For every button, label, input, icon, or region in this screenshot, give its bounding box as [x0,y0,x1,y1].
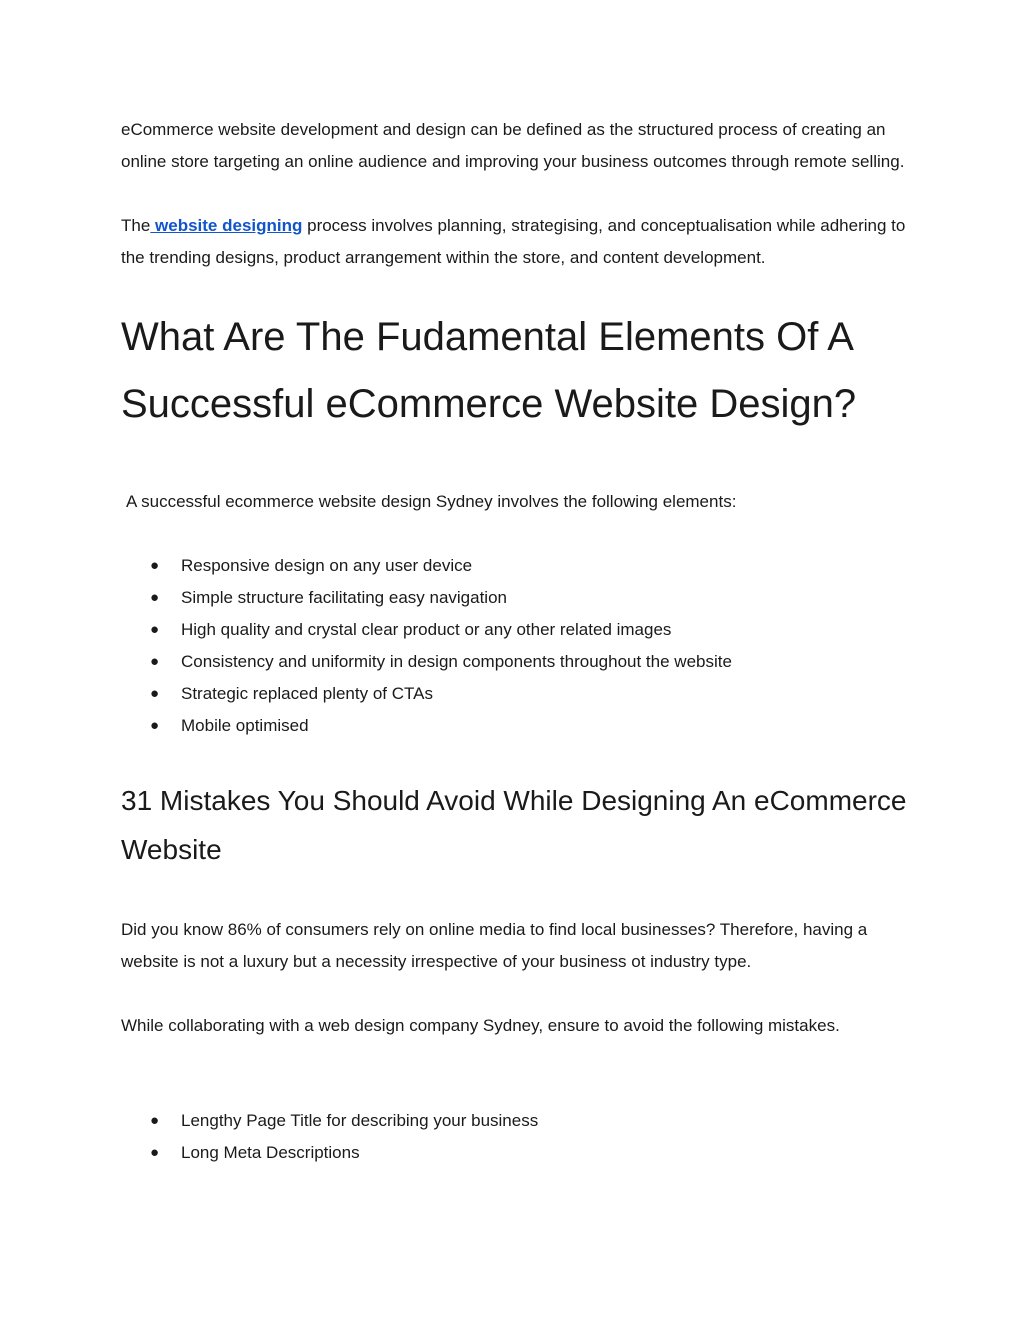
list-item-text: Strategic replaced plenty of CTAs [181,684,433,703]
bullet-icon: ● [150,1112,160,1129]
list-item-text: Consistency and uniformity in design components throughout the website [181,652,732,671]
elements-list [121,550,921,742]
mistakes-list [121,1105,921,1169]
bullet-icon: ● [150,653,160,670]
list-item [121,646,921,678]
process-paragraph-lead: The [121,216,151,235]
intro-paragraph: eCommerce website development and design can be defined as the structured process of creating an online store targeting an online audience and improving your business outcomes through remote selling. [121,120,905,171]
bullet-icon: ● [150,1144,160,1161]
list-item-text: Responsive design on any user device [181,556,473,575]
bullet-icon: ● [150,717,160,734]
list-item-text: Mobile optimised [181,716,309,735]
process-paragraph [121,210,921,274]
bullet-icon: ● [150,589,160,606]
list-item [121,1137,921,1169]
list-item [121,1105,921,1137]
consumers-paragraph: Did you know 86% of consumers rely on online media to find local businesses? Therefore, having a website is not a luxury but a necessity irrespective of your business ot industry type. [121,920,868,971]
list-item-text: High quality and crystal clear product or any other related images [181,620,672,639]
elements-intro: A successful ecommerce website design Sydney involves the following elements: [126,492,737,511]
list-item [121,582,921,614]
document-page [121,114,921,1169]
list-item-text: Simple structure facilitating easy navigation [181,588,507,607]
mistakes-heading: 31 Mistakes You Should Avoid While Designing An eCommerce Website [121,785,907,865]
bullet-icon: ● [150,621,160,638]
bullet-icon: ● [150,557,160,574]
bullet-icon: ● [150,685,160,702]
list-item [121,550,921,582]
list-item-text: Long Meta Descriptions [181,1143,360,1162]
collaboration-paragraph: While collaborating with a web design company Sydney, ensure to avoid the following mistakes. [121,1016,840,1035]
process-paragraph-rest: process involves planning, strategising, and conceptualisation while adhering to the trending designs, product arrangement within the store, and content development. [121,216,906,267]
list-item [121,678,921,710]
elements-heading: What Are The Fudamental Elements Of A Successful eCommerce Website Design? [121,315,857,426]
list-item-text: Lengthy Page Title for describing your business [181,1111,539,1130]
list-item [121,614,921,646]
website-designing-link[interactable]: website designing [150,216,303,235]
list-item [121,710,921,742]
